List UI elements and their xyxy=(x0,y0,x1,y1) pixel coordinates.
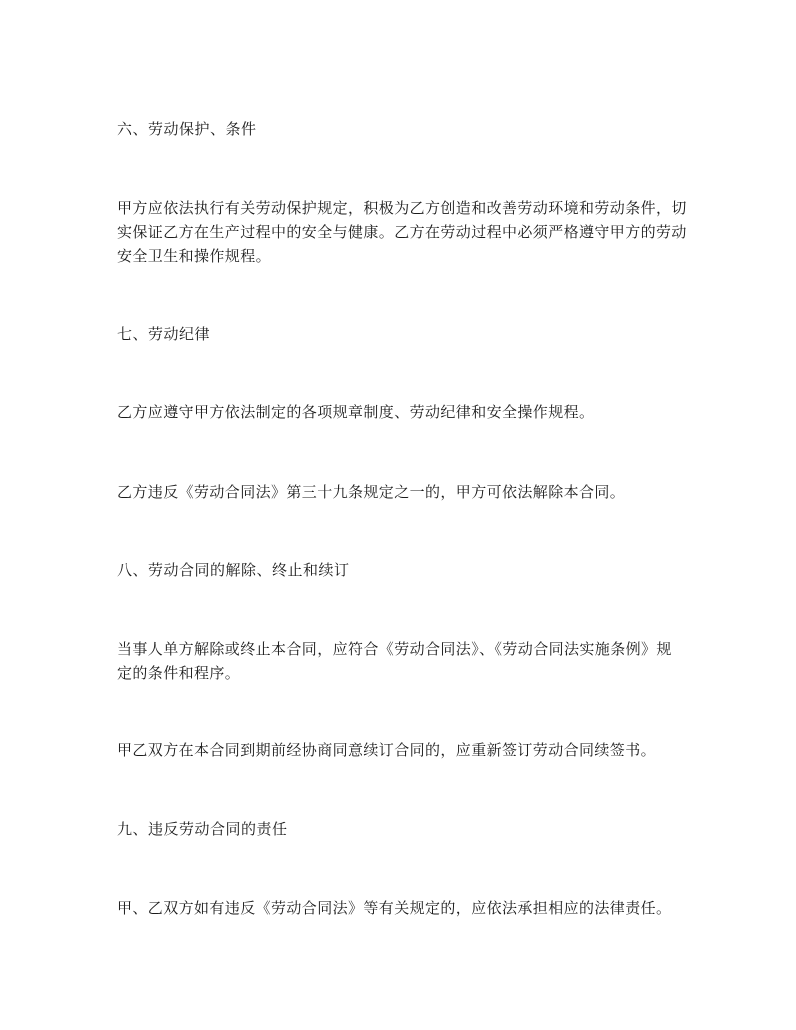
section-7-paragraph-1: 乙方应遵守甲方依法制定的各项规章制度、劳动纪律和安全操作规程。 xyxy=(117,403,595,421)
section-heading-6: 六、劳动保护、条件 xyxy=(117,120,257,138)
section-heading-8: 八、劳动合同的解除、终止和续订 xyxy=(117,561,350,579)
section-6-paragraph-1: 甲方应依法执行有关劳动保护规定，积极为乙方创造和改善劳动环境和劳动条件，切实保证乙方在生产过程中的安全与健康。乙方在劳动过程中必须严格遵守甲方的劳动安全卫生和操作规程。 xyxy=(117,199,687,265)
section-8-paragraph-2: 甲乙双方在本合同到期前经协商同意续订合同的，应重新签订劳动合同续签书。 xyxy=(117,741,657,759)
section-7-paragraph-2: 乙方违反《劳动合同法》第三十九条规定之一的，甲方可依法解除本合同。 xyxy=(117,483,626,501)
section-9-paragraph-1: 甲、乙双方如有违反《劳动合同法》等有关规定的，应依法承担相应的法律责任。 xyxy=(117,899,672,917)
section-8-paragraph-1: 当事人单方解除或终止本合同，应符合《劳动合同法》、《劳动合同法实施条例》规定的条件和程序。 xyxy=(117,640,672,682)
section-heading-7: 七、劳动纪律 xyxy=(117,325,211,343)
section-heading-9: 九、违反劳动合同的责任 xyxy=(117,820,288,838)
